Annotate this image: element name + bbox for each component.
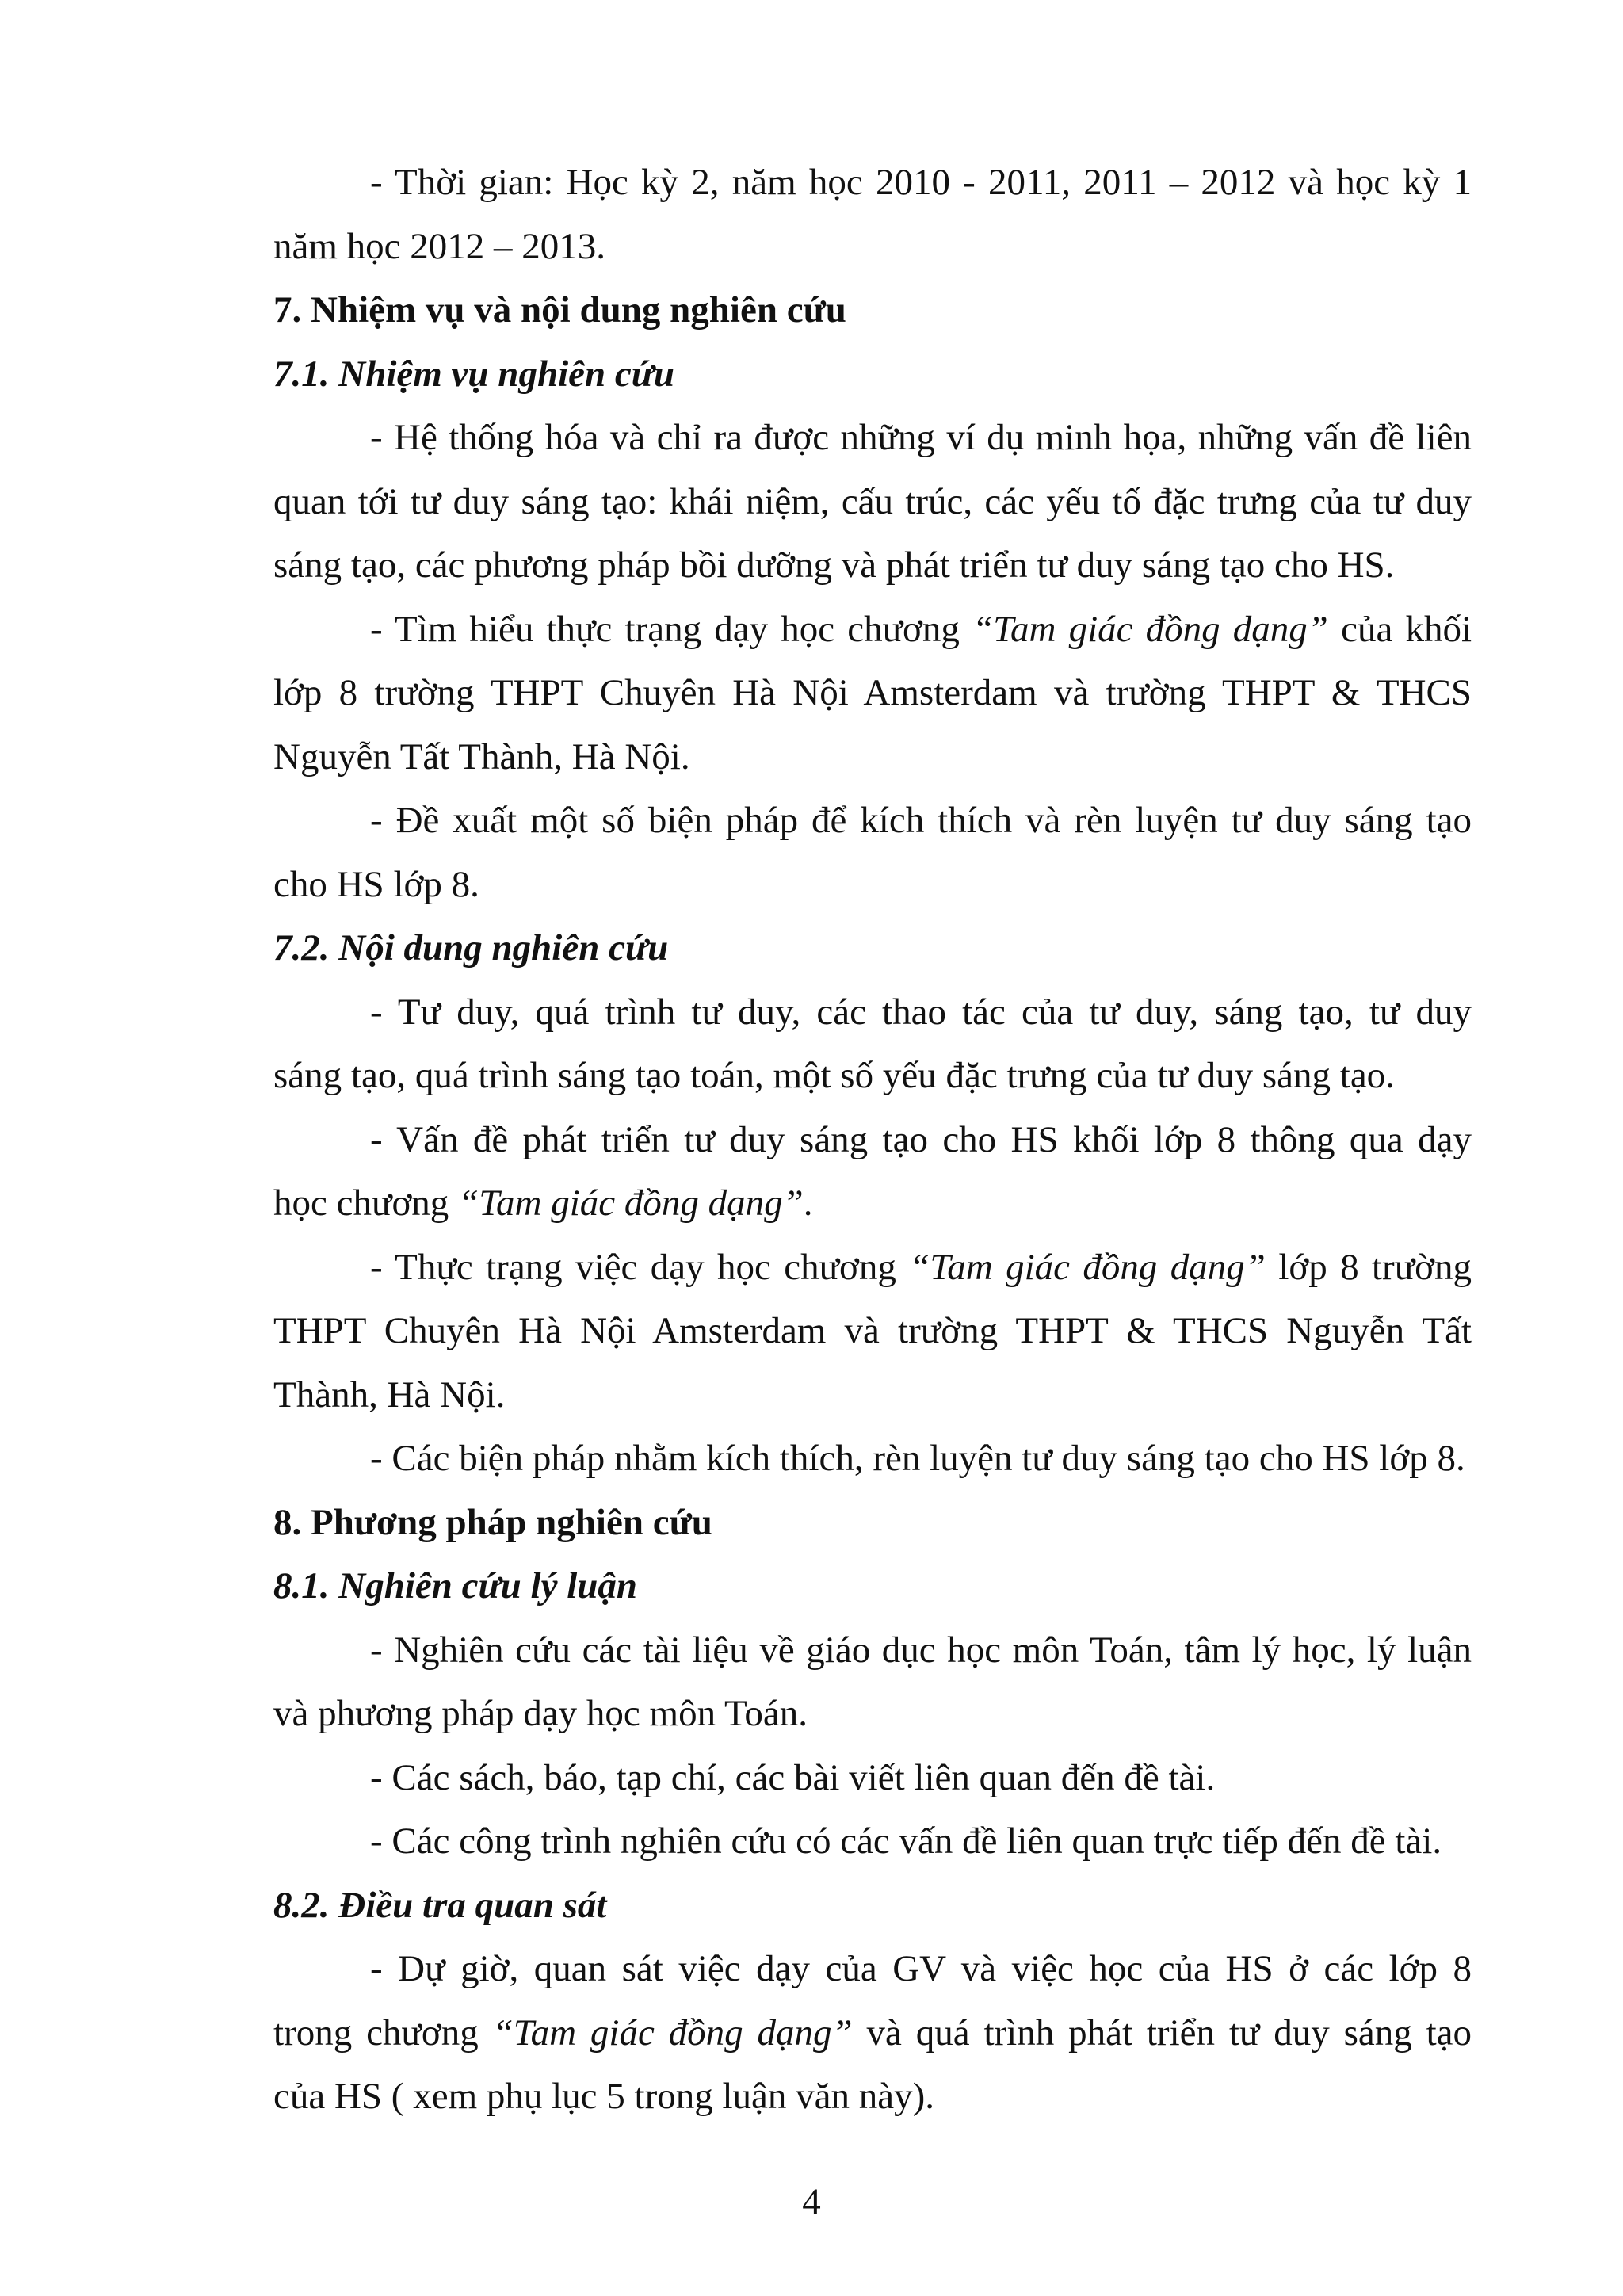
- paragraph-line: [273, 1299, 1472, 1363]
- heading-text: 7. Nhiệm vụ và nội dung nghiên cứu: [273, 289, 846, 330]
- paragraph-line: [273, 789, 1472, 853]
- subsection-heading-7-1: [273, 342, 1472, 407]
- paragraph-line: [273, 151, 1472, 215]
- page-number: 4: [802, 2181, 821, 2222]
- paragraph-line: [273, 980, 1472, 1045]
- subsection-heading-8-1: [273, 1554, 1472, 1618]
- paragraph-line: [273, 2001, 1472, 2065]
- text-run: Nguyễn Tất Thành, Hà Nội.: [273, 735, 690, 777]
- text-run: và quá trình phát triển tư duy sáng tạo: [866, 2011, 1472, 2053]
- heading-text: 8.1. Nghiên cứu lý luận: [273, 1565, 638, 1606]
- heading-text: 8.2. Điều tra quan sát: [273, 1884, 607, 1926]
- paragraph-line: [273, 598, 1472, 662]
- text-run: .: [803, 1182, 813, 1224]
- chapter-title-italic: “Tam giác đồng dạng”: [909, 1246, 1266, 1288]
- text-run: của HS ( xem phụ lục 5 trong luận văn này).: [273, 2076, 935, 2117]
- paragraph-line: [273, 661, 1472, 725]
- text-run: - Nghiên cứu các tài liệu về giáo dục học môn Toán, tâm lý học, lý luận: [370, 1629, 1472, 1671]
- paragraph-line: [273, 406, 1472, 470]
- text-run: năm học 2012 – 2013.: [273, 225, 606, 267]
- chapter-title-italic: “Tam giác đồng dạng”: [458, 1182, 804, 1224]
- text-run: - Các công trình nghiên cứu có các vấn đề liên quan trực tiếp đến đề tài.: [370, 1820, 1442, 1862]
- paragraph-line: [273, 533, 1472, 598]
- text-run: - Hệ thống hóa và chỉ ra được những ví dụ minh họa, những vấn đề liên: [370, 417, 1472, 458]
- paragraph-line: [273, 1682, 1472, 1746]
- text-run: - Đề xuất một số biện pháp để kích thích và rèn luyện tư duy sáng tạo: [370, 800, 1472, 841]
- paragraph-line: [273, 1618, 1472, 1683]
- text-run: của khối: [1341, 608, 1472, 650]
- text-run: học chương: [273, 1182, 449, 1224]
- text-run: - Thời gian: Học kỳ 2, năm học 2010 - 2011, 2011 – 2012 và học kỳ 1: [370, 162, 1472, 203]
- paragraph-line: [273, 1809, 1472, 1874]
- text-run: - Các sách, báo, tạp chí, các bài viết liên quan đến đề tài.: [370, 1756, 1216, 1798]
- paragraph-line: [273, 1108, 1472, 1172]
- heading-text: 7.2. Nội dung nghiên cứu: [273, 927, 669, 968]
- document-body: [273, 151, 1472, 2129]
- text-run: - Các biện pháp nhằm kích thích, rèn luyện tư duy sáng tạo cho HS lớp 8.: [370, 1438, 1465, 1479]
- paragraph-line: [273, 853, 1472, 917]
- text-run: cho HS lớp 8.: [273, 863, 479, 905]
- text-run: - Tư duy, quá trình tư duy, các thao tác của tư duy, sáng tạo, tư duy: [370, 991, 1472, 1033]
- text-run: lớp 8 trường THPT Chuyên Hà Nội Amsterdam và trường THPT & THCS: [273, 672, 1472, 713]
- text-run: lớp 8 trường: [1278, 1246, 1472, 1288]
- paragraph-line: [273, 725, 1472, 789]
- text-run: - Tìm hiểu thực trạng dạy học chương: [370, 608, 960, 650]
- paragraph-line: [273, 1236, 1472, 1300]
- paragraph-line: [273, 2065, 1472, 2129]
- text-run: - Vấn đề phát triển tư duy sáng tạo cho HS khối lớp 8 thông qua dạy: [370, 1118, 1472, 1160]
- subsection-heading-7-2: [273, 916, 1472, 980]
- section-heading-8: [273, 1491, 1472, 1555]
- text-run: Thành, Hà Nội.: [273, 1373, 506, 1415]
- text-run: trong chương: [273, 2011, 479, 2053]
- paragraph-line: [273, 1937, 1472, 2001]
- text-run: quan tới tư duy sáng tạo: khái niệm, cấu trúc, các yếu tố đặc trưng của tư duy: [273, 480, 1472, 522]
- heading-text: 8. Phương pháp nghiên cứu: [273, 1501, 712, 1543]
- text-run: - Dự giờ, quan sát việc dạy của GV và việc học của HS ở các lớp 8: [370, 1948, 1472, 1989]
- paragraph-line: [273, 1746, 1472, 1810]
- subsection-heading-8-2: [273, 1874, 1472, 1938]
- paragraph-line: [273, 215, 1472, 279]
- chapter-title-italic: “Tam giác đồng dạng”: [972, 608, 1328, 650]
- text-run: và phương pháp dạy học môn Toán.: [273, 1693, 808, 1734]
- chapter-title-italic: “Tam giác đồng dạng”: [492, 2011, 853, 2053]
- paragraph-line: [273, 1427, 1472, 1491]
- paragraph-line: [273, 1171, 1472, 1236]
- paragraph-line: [273, 1363, 1472, 1427]
- paragraph-line: [273, 1044, 1472, 1108]
- text-run: - Thực trạng việc dạy học chương: [370, 1246, 896, 1288]
- text-run: sáng tạo, các phương pháp bồi dưỡng và phát triển tư duy sáng tạo cho HS.: [273, 544, 1395, 586]
- text-run: sáng tạo, quá trình sáng tạo toán, một số yếu đặc trưng của tư duy sáng tạo.: [273, 1055, 1395, 1096]
- paragraph-line: [273, 470, 1472, 534]
- section-heading-7: [273, 278, 1472, 342]
- text-run: THPT Chuyên Hà Nội Amsterdam và trường THPT & THCS Nguyễn Tất: [273, 1310, 1472, 1351]
- heading-text: 7.1. Nhiệm vụ nghiên cứu: [273, 353, 675, 395]
